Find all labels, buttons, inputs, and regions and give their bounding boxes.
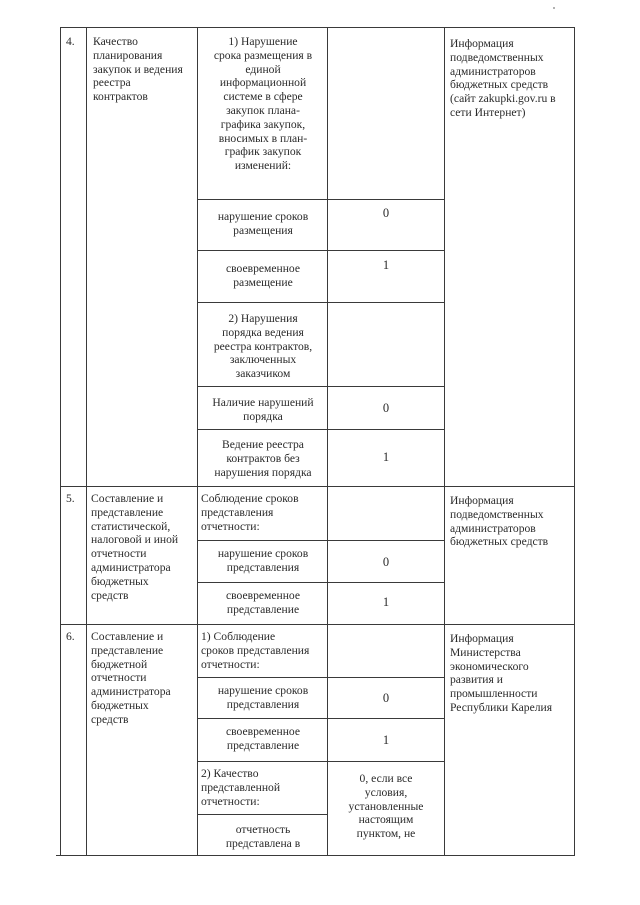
subrow-line-criteria [197, 814, 328, 815]
criterion-value: 0 [382, 555, 390, 569]
criterion-text: нарушение сроков представления [217, 684, 309, 711]
subrow-line [197, 582, 445, 583]
indicator-name: Составление и представление статистической, налоговой и иной отчетности администратора бюджетных средств [91, 492, 179, 602]
subrow-line [197, 718, 445, 719]
criterion-value: 0 [382, 691, 390, 705]
subrow-line [197, 302, 445, 303]
criterion-text: отчетность представлена в [225, 823, 301, 850]
col-divider-name [197, 27, 198, 856]
col-divider-num [86, 27, 87, 856]
subrow-line [197, 761, 445, 762]
subrow-line [197, 250, 445, 251]
subrow-line [197, 199, 445, 200]
indicator-name: Составление и представление бюджетной отчетности администратора бюджетных средств [91, 630, 171, 726]
subrow-line [197, 386, 445, 387]
row-number: 5. [66, 492, 75, 505]
subrow-line [197, 429, 445, 430]
criterion-text: 1) Соблюдение сроков представления отчетности: [201, 630, 310, 671]
criterion-text: Ведение реестра контрактов без нарушения порядка [214, 438, 312, 479]
table-border-bottom [56, 855, 575, 856]
subrow-line [197, 677, 445, 678]
criterion-value-text: 0, если все условия, установленные настоящим пунктом, не [348, 772, 424, 841]
criterion-text: нарушение сроков размещения [217, 210, 309, 237]
criterion-text: 2) Качество представленной отчетности: [201, 767, 281, 808]
criterion-value: 0 [382, 206, 390, 220]
data-source: Информация подведомственных администраторов бюджетных средств [450, 494, 549, 549]
criterion-value: 1 [382, 595, 390, 609]
col-divider-criteria [327, 27, 328, 856]
row-divider-5-6 [60, 624, 575, 625]
row-number: 6. [66, 630, 75, 643]
criterion-text: своевременное представление [225, 725, 301, 752]
indicator-name: Качество планирования закупок и ведения реестра контрактов [93, 35, 183, 104]
criterion-text: 1) Нарушение срока размещения в единой информационной системе в сфере закупок плана- графика закупок, вносимых в план- график закупок изменений: [213, 35, 313, 173]
criterion-text: Соблюдение сроков представления отчетности: [201, 492, 299, 533]
table-border-top [60, 27, 575, 28]
criterion-text: нарушение сроков представления [217, 547, 309, 574]
scan-speck [553, 7, 555, 9]
criterion-text: своевременное размещение [225, 262, 301, 289]
data-source: Информация Министерства экономического развития и промышленности Республики Карелия [450, 632, 553, 714]
data-source: Информация подведомственных администраторов бюджетных средств (сайт zakupki.gov.ru в сети Интернет) [450, 37, 556, 119]
subrow-line [197, 540, 445, 541]
criterion-text: своевременное представление [225, 589, 301, 616]
criterion-value: 0 [382, 401, 390, 415]
criterion-text: Наличие нарушений порядка [212, 396, 314, 423]
row-divider-4-5 [60, 486, 575, 487]
criterion-value: 1 [382, 450, 390, 464]
criterion-text: 2) Нарушения порядка ведения реестра контрактов, заключенных заказчиком [213, 312, 313, 381]
row-number: 4. [66, 35, 75, 48]
table-border-right [574, 27, 575, 856]
table-border-left [60, 27, 61, 856]
criterion-value: 1 [382, 258, 390, 272]
criterion-value: 1 [382, 733, 390, 747]
col-divider-value [444, 27, 445, 856]
